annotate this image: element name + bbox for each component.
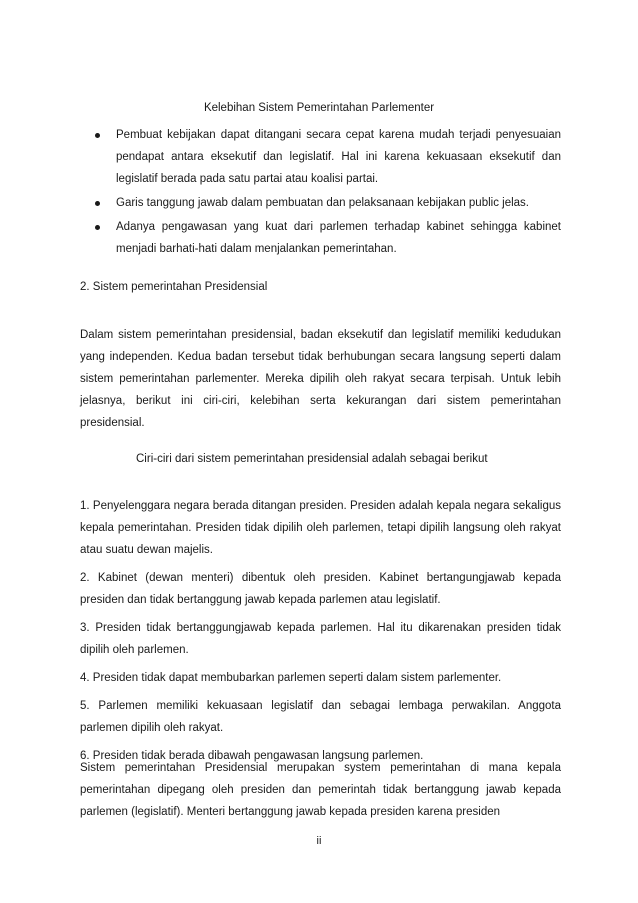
bullet-icon [95, 201, 100, 206]
intro-paragraph: Dalam sistem pemerintahan presidensial, badan eksekutif dan legislatif memiliki kedudukan yang independen. Kedua badan tersebut tidak berhubungan secara langsung seperti dalam sistem pemerintahan parlementer. Mereka dipilih oleh rakyat secara terpisah. Untuk lebih jelasnya, berikut ini ciri-ciri, kelebihan serta kekurangan dari sistem pemerintahan presidensial. [80, 329, 561, 429]
numbered-item: 6. Presiden tidak berada dibawah pengawasan langsung parlemen. [80, 750, 424, 762]
closing-paragraph: Sistem pemerintahan Presidensial merupakan system pemerintahan di mana kepala pemerintahan dipegang oleh presiden dan pemerintah tidak bertanggung jawab kepada parlemen (legislatif). Menteri bertanggung jawab kepada presiden karena presiden [80, 762, 561, 818]
section-heading: 2. Sistem pemerintahan Presidensial [80, 281, 268, 293]
numbered-item: 3. Presiden tidak bertanggungjawab kepada parlemen. Hal itu dikarenakan presiden tidak dipilih oleh parlemen. [80, 622, 561, 656]
list-item-text: Garis tanggung jawab dalam pembuatan dan pelaksanaan kebijakan public jelas. [116, 197, 530, 209]
bullet-icon [95, 133, 100, 138]
list-item [80, 124, 561, 190]
numbered-item: 1. Penyelenggara negara berada ditangan presiden. Presiden adalah kepala negara sekaligus kepala pemerintahan. Presiden tidak dipilih oleh parlemen, tetapi dipilih langsung oleh rakyat atau suatu dewan majelis. [80, 500, 561, 556]
numbered-item: 2. Kabinet (dewan menteri) dibentuk oleh presiden. Kabinet bertangungjawab kepada presiden dan tidak bertanggung jawab kepada parlemen atau legislatif. [80, 572, 561, 606]
list-item-text: Adanya pengawasan yang kuat dari parlemen terhadap kabinet sehingga kabinet menjadi barhati-hati dalam menjalankan pemerintahan. [116, 221, 561, 255]
characteristics-list [80, 495, 561, 773]
list-item [80, 192, 561, 214]
list-item-text: Pembuat kebijakan dapat ditangani secara cepat karena mudah terjadi penyesuaian pendapat antara eksekutif dan legislatif. Hal ini karena kekuasaan eksekutif dan legislatif berada pada satu partai atau koalisi partai. [116, 129, 561, 185]
advantages-list [80, 124, 561, 262]
bullet-icon [95, 225, 100, 230]
numbered-item: 5. Parlemen memiliki kekuasaan legislatif dan sebagai lembaga perwakilan. Anggota parlemen dipilih oleh rakyat. [80, 700, 561, 734]
list-item [80, 216, 561, 260]
numbered-item: 4. Presiden tidak dapat membubarkan parlemen seperti dalam sistem parlementer. [80, 672, 502, 684]
page-number: ii [316, 835, 322, 847]
section-title: Kelebihan Sistem Pemerintahan Parlementer [203, 102, 435, 114]
subheading: Ciri-ciri dari sistem pemerintahan presidensial adalah sebagai berikut [136, 453, 488, 465]
